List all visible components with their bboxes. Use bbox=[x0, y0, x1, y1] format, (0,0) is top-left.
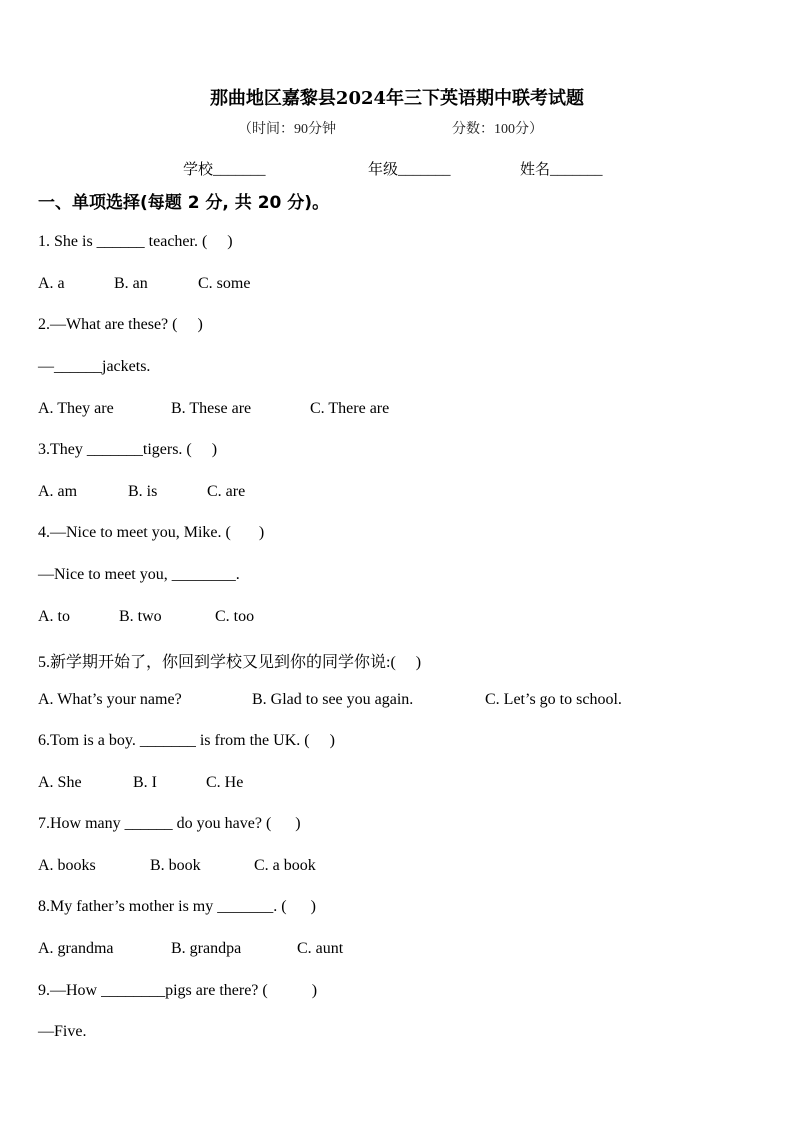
option-b[interactable]: B. two bbox=[119, 608, 162, 625]
option-a[interactable]: A. She bbox=[38, 774, 82, 791]
option-c[interactable]: C. He bbox=[206, 774, 244, 791]
name-field[interactable]: 姓名_______ bbox=[520, 162, 603, 178]
question-3: 3.They _______tigers. ( ) bbox=[38, 441, 218, 458]
option-a[interactable]: A. What’s your name? bbox=[38, 691, 182, 708]
option-b[interactable]: B. book bbox=[150, 857, 201, 874]
question-1: 1. She is ______ teacher. ( ) bbox=[38, 233, 233, 250]
option-b[interactable]: B. These are bbox=[171, 400, 252, 417]
exam-time: （时间：90分钟 bbox=[238, 122, 336, 137]
exam-score: 分数：100分） bbox=[452, 122, 543, 137]
option-c[interactable]: C. a book bbox=[254, 857, 316, 874]
option-c[interactable]: C. aunt bbox=[297, 940, 344, 957]
option-a[interactable]: A. grandma bbox=[38, 940, 114, 957]
question-6: 6.Tom is a boy. _______ is from the UK. ( ) bbox=[38, 732, 335, 749]
option-b[interactable]: B. Glad to see you again. bbox=[252, 691, 414, 708]
question-9-answer: —Five. bbox=[38, 1023, 87, 1040]
option-a[interactable]: A. a bbox=[38, 275, 65, 292]
question-2: 2.—What are these? ( ) bbox=[38, 316, 203, 333]
section-heading: 一、单项选择(每题 2 分, 共 20 分)。 bbox=[38, 193, 330, 213]
question-2-answer: —______jackets. bbox=[38, 358, 151, 375]
option-b[interactable]: B. an bbox=[114, 275, 148, 292]
grade-field[interactable]: 年级_______ bbox=[368, 162, 451, 178]
question-9: 9.—How ________pigs are there? ( ) bbox=[38, 982, 318, 999]
option-b[interactable]: B. I bbox=[133, 774, 157, 791]
question-4: 4.—Nice to meet you, Mike. ( ) bbox=[38, 524, 265, 541]
option-a[interactable]: A. They are bbox=[38, 400, 114, 417]
option-c[interactable]: C. too bbox=[215, 608, 255, 625]
option-a[interactable]: A. books bbox=[38, 857, 96, 874]
option-c[interactable]: C. There are bbox=[310, 400, 390, 417]
option-b[interactable]: B. grandpa bbox=[171, 940, 242, 957]
question-8: 8.My father’s mother is my _______. ( ) bbox=[38, 898, 316, 915]
question-4-answer: —Nice to meet you, ________. bbox=[38, 566, 240, 583]
option-a[interactable]: A. am bbox=[38, 483, 78, 500]
option-c[interactable]: C. are bbox=[207, 483, 246, 500]
option-a[interactable]: A. to bbox=[38, 608, 70, 625]
option-b[interactable]: B. is bbox=[128, 483, 158, 500]
option-c[interactable]: C. some bbox=[198, 275, 251, 292]
school-field[interactable]: 学校_______ bbox=[183, 162, 266, 178]
option-c[interactable]: C. Let’s go to school. bbox=[485, 691, 622, 708]
question-7: 7.How many ______ do you have? ( ) bbox=[38, 815, 301, 832]
page-title: 那曲地区嘉黎县2024年三下英语期中联考试题 bbox=[209, 88, 585, 109]
question-5: 5.新学期开始了，你回到学校又见到你的同学你说:( ) bbox=[38, 654, 422, 671]
